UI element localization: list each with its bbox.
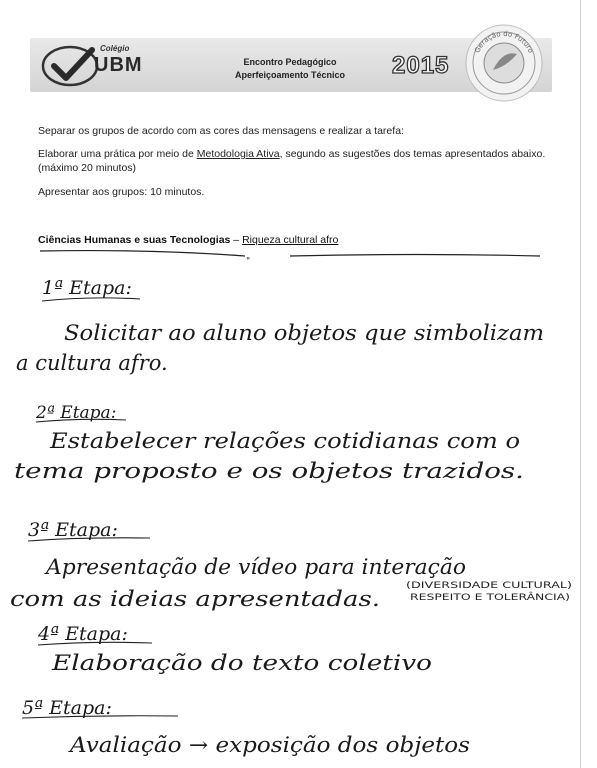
step3-note-diversity: (DIVERSIDADE CULTURAL) (406, 581, 572, 591)
page-edge-line (580, 0, 581, 768)
step3-line1: Apresentação de vídeo para interação (43, 555, 466, 579)
step2-title: 2ª Etapa: (36, 403, 117, 423)
instruction-practice-end: , segundo as sugestões dos temas apresentados abaixo. (máximo 20 minutos) (38, 148, 546, 174)
step3-title: 3ª Etapa: (28, 519, 118, 541)
year-label: 2015 (392, 52, 450, 79)
step4-line1: Elaboração do texto coletivo (50, 651, 432, 675)
step2-line1: Estabelecer relações cotidianas com o (48, 429, 521, 453)
logo-ubm-text: UBM (94, 54, 143, 76)
event-title-line2: Aperfeiçoamento Técnico (234, 70, 346, 80)
step4-title: 4ª Etapa: (38, 623, 128, 645)
step5-line1: Avaliação → exposição dos objetos (67, 733, 471, 757)
section-area: Ciências Humanas e suas Tecnologias (38, 234, 231, 246)
section-theme: Riqueza cultural afro (242, 234, 339, 246)
logo-colegio-text: Colégio (100, 44, 130, 53)
ditto-mark: " (246, 257, 251, 267)
seal-text: Geração do Futuro (473, 29, 535, 55)
instruction-present: Apresentar aos grupos: 10 minutos. (38, 186, 205, 198)
section-dash: – (230, 234, 243, 246)
instruction-groups: Separar os grupos de acordo com as cores das mensagens e realizar a tarefa: (38, 125, 404, 137)
step3-line2: com as ideias apresentadas. (10, 587, 380, 611)
event-title-line1: Encontro Pedagógico (243, 57, 337, 67)
step1-line1: Solicitar ao aluno objetos que simbolizam (64, 321, 544, 345)
step2-line2: tema proposto e os objetos trazidos. (14, 459, 524, 483)
step1-title: 1ª Etapa: (42, 277, 132, 299)
metodologia-ativa-link: Metodologia Ativa (196, 148, 280, 160)
step1-line2: a cultura afro. (16, 351, 168, 375)
step3-note-respect: RESPEITO E TOLERÂNCIA) (410, 593, 520, 603)
step5-title: 5ª Etapa: (22, 697, 112, 719)
instruction-practice-start: Elaborar uma prática por meio de (38, 148, 197, 160)
